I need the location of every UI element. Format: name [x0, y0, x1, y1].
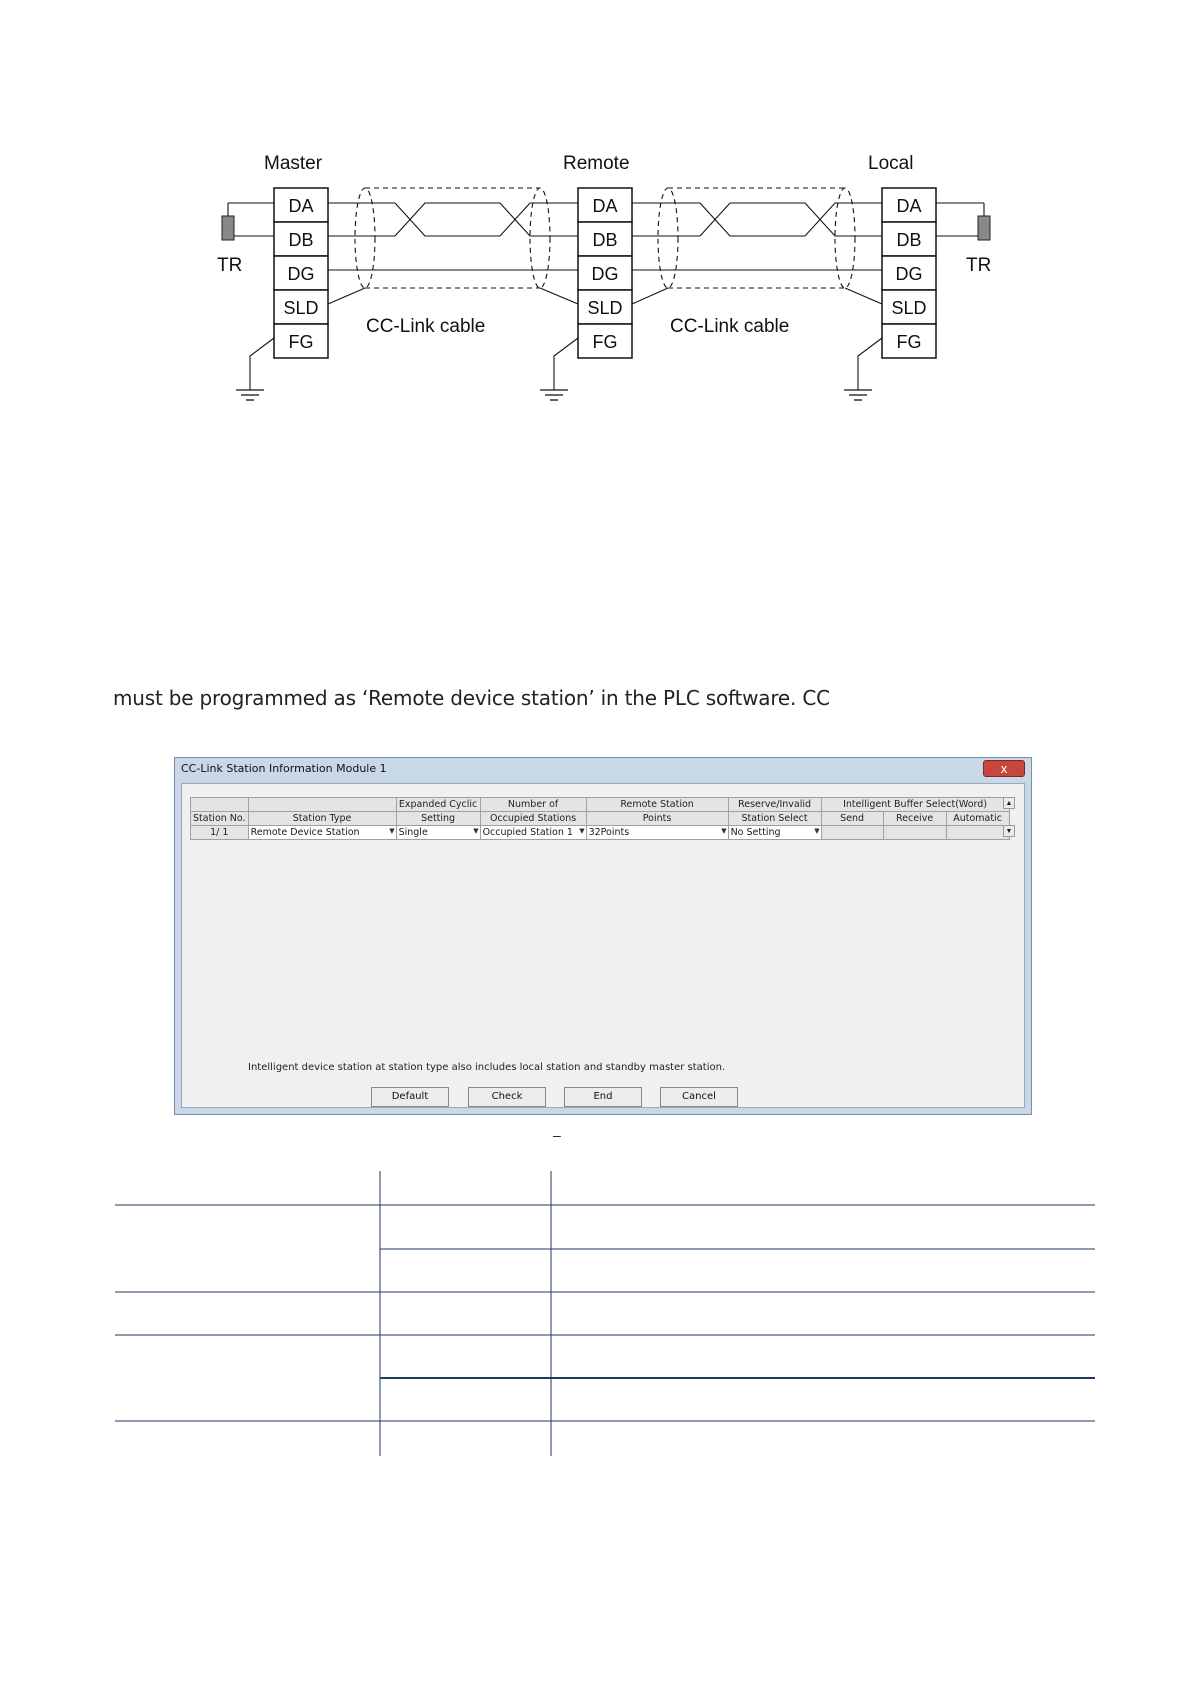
- occupied-stations-value: Occupied Station 1: [482, 827, 573, 838]
- station-type-select[interactable]: [248, 826, 396, 840]
- col-reserve-line2: Station Select: [728, 812, 821, 826]
- chevron-down-icon: ▼: [473, 827, 479, 835]
- terminal-label-local-db: DB: [896, 230, 922, 250]
- terminal-label-remote-fg: FG: [592, 332, 618, 352]
- table-row: [191, 826, 1010, 840]
- cell-send[interactable]: [821, 826, 883, 840]
- chevron-down-icon: ▼: [579, 827, 585, 835]
- terminator-resistor-right: [978, 216, 990, 240]
- caption-dash: –: [553, 1127, 561, 1143]
- col-station-type: [248, 798, 396, 812]
- end-button[interactable]: End: [564, 1087, 642, 1107]
- cable-label-2: CC-Link cable: [670, 316, 790, 337]
- cc-link-wiring-diagram: [0, 0, 1191, 430]
- terminator-label-right: TR: [966, 255, 992, 276]
- col-occupied-line1: Number of: [480, 798, 586, 812]
- terminal-label-local-fg: FG: [896, 332, 922, 352]
- terminal-label-local-sld: SLD: [891, 298, 927, 318]
- station-label-local: Local: [868, 153, 914, 174]
- col-expanded-cyclic-line1: Expanded Cyclic: [396, 798, 480, 812]
- station-table: [190, 797, 1010, 840]
- remote-points-value: 32Points: [588, 827, 630, 838]
- terminal-label-master-da: DA: [288, 196, 314, 216]
- cell-automatic[interactable]: [946, 826, 1009, 840]
- station-type-note: Intelligent device station at station type also includes local station and standby master station.: [248, 1062, 726, 1073]
- cell-station-no: 1/ 1: [191, 826, 249, 840]
- terminal-label-local-dg: DG: [895, 264, 923, 284]
- chevron-down-icon: ▼: [389, 827, 395, 835]
- terminal-label-local-da: DA: [896, 196, 922, 216]
- cable-label-1: CC-Link cable: [366, 316, 486, 337]
- remote-points-select[interactable]: [586, 826, 728, 840]
- station-label-master: Master: [264, 153, 323, 174]
- scroll-up-arrow-icon[interactable]: ▲: [1003, 797, 1015, 809]
- expanded-cyclic-value: Single: [398, 827, 428, 838]
- col-buffer-group: Intelligent Buffer Select(Word): [821, 798, 1009, 812]
- col-occupied-line2: Occupied Stations: [480, 812, 586, 826]
- close-button[interactable]: x: [983, 760, 1025, 777]
- chevron-down-icon: ▼: [814, 827, 820, 835]
- col-expanded-cyclic-line2: Setting: [396, 812, 480, 826]
- reserve-select[interactable]: [728, 826, 821, 840]
- terminal-label-remote-db: DB: [592, 230, 618, 250]
- check-button[interactable]: Check: [468, 1087, 546, 1107]
- col-send: Send: [821, 812, 883, 826]
- station-type-value: Remote Device Station: [250, 827, 360, 838]
- dialog-title: CC-Link Station Information Module 1: [181, 762, 387, 775]
- col-automatic: Automatic: [946, 812, 1009, 826]
- terminal-label-master-dg: DG: [287, 264, 315, 284]
- terminal-label-remote-dg: DG: [591, 264, 619, 284]
- terminator-resistor-left: [222, 216, 234, 240]
- col-receive: Receive: [883, 812, 946, 826]
- reserve-value: No Setting: [730, 827, 781, 838]
- station-label-remote: Remote: [563, 153, 630, 174]
- scroll-down-arrow-icon[interactable]: ▼: [1003, 825, 1015, 837]
- cc-link-station-dialog: [174, 757, 1032, 1115]
- terminal-label-remote-da: DA: [592, 196, 618, 216]
- expanded-cyclic-select[interactable]: [396, 826, 480, 840]
- col-remote-points-line1: Remote Station: [586, 798, 728, 812]
- terminal-label-master-sld: SLD: [283, 298, 319, 318]
- col-station-type-label: Station Type: [248, 812, 396, 826]
- default-button[interactable]: Default: [371, 1087, 449, 1107]
- col-station-no: [191, 798, 249, 812]
- occupied-stations-select[interactable]: [480, 826, 586, 840]
- terminator-label-left: TR: [217, 255, 243, 276]
- col-station-no-label: Station No.: [191, 812, 249, 826]
- col-remote-points-line2: Points: [586, 812, 728, 826]
- terminal-label-master-fg: FG: [288, 332, 314, 352]
- body-paragraph: must be programmed as ‘Remote device station’ in the PLC software. CC: [113, 686, 830, 710]
- cell-receive[interactable]: [883, 826, 946, 840]
- terminal-label-master-db: DB: [288, 230, 314, 250]
- terminal-label-remote-sld: SLD: [587, 298, 623, 318]
- chevron-down-icon: ▼: [721, 827, 727, 835]
- dialog-content: [181, 783, 1025, 1108]
- cancel-button[interactable]: Cancel: [660, 1087, 738, 1107]
- col-reserve-line1: Reserve/Invalid: [728, 798, 821, 812]
